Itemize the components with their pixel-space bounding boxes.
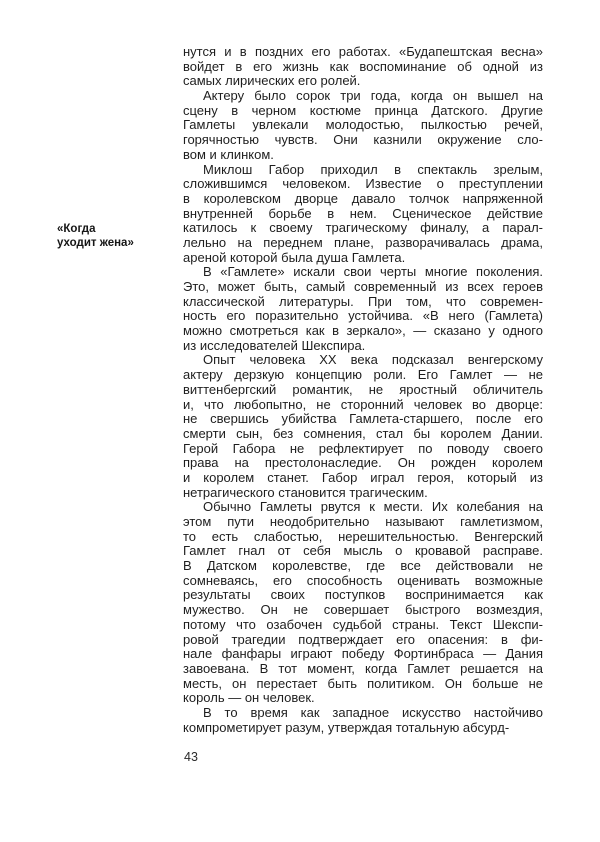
- text-line: классической литературы. При том, что современ-: [183, 293, 543, 309]
- text-line: вом и клинком.: [183, 146, 274, 162]
- text-line: виттенбергский романтик, не яростный обличитель: [183, 381, 543, 397]
- text-line: права на престолонаследие. Он рожден королем: [183, 455, 543, 471]
- paragraph: [183, 265, 543, 353]
- paragraph: [183, 500, 543, 706]
- margin-note: [57, 222, 177, 250]
- text-line: король — он человек.: [183, 690, 315, 706]
- text-line: Герой Габора не рефлектирует по поводу своего: [183, 440, 543, 456]
- text-line: лельно на переднем плане, разворачивалась драма,: [183, 234, 543, 250]
- paragraph: [183, 706, 543, 735]
- text-line: Гамлеты увлекали молодостью, пылкостью речей,: [183, 117, 543, 133]
- text-line: сложившимся человеком. Известие о преступлении: [183, 176, 543, 192]
- paragraph: [183, 163, 543, 266]
- text-line: актеру дерзкую концепцию роли. Его Гамлет — не: [183, 367, 543, 383]
- text-line: и, что любопытно, не сторонний человек во дворце:: [183, 396, 543, 412]
- page-number: 43: [184, 750, 198, 764]
- text-line: то есть слабостью, нерешительностью. Венгерский: [183, 528, 543, 544]
- text-line: сцену в черном костюме принца Датского. Другие: [183, 102, 543, 118]
- paragraph: [183, 353, 543, 500]
- text-line: В то время как западное искусство настойчиво: [203, 704, 543, 720]
- paragraph: [183, 89, 543, 162]
- text-line: потому что озабочен судьбой страны. Текст Шекспи-: [183, 616, 543, 632]
- text-line: Обычно Гамлеты рвутся к мести. Их колебания на: [203, 499, 543, 515]
- text-line: ровой трагедии подтверждает его опасения: в фи-: [183, 631, 543, 647]
- text-line: войдет в его жизнь как воспоминание об одной из: [183, 58, 543, 74]
- text-line: Гамлет гнал от себя мысль о кровавой расправе.: [183, 543, 543, 559]
- text-line: можно смотреться как в зеркало», — сказано у одного: [183, 323, 543, 339]
- text-line: Это, может быть, самый современный из всех героев: [183, 279, 543, 294]
- margin-note-line: «Когда: [57, 223, 96, 235]
- margin-note-line: уходит жена»: [57, 237, 134, 249]
- text-line: Опыт человека XX века подсказал венгерскому: [203, 352, 543, 368]
- text-line: мужество. Он не совершает быстрого возмездия,: [183, 602, 543, 618]
- text-line: нетрагического становится трагическим.: [183, 484, 428, 500]
- paragraph: [183, 45, 543, 89]
- text-line: Актеру было сорок три года, когда он вышел на: [203, 88, 543, 104]
- text-line: этом пути неодобрительно называют гамлетизмом,: [183, 514, 543, 529]
- text-line: В «Гамлете» искали свои черты многие поколения.: [203, 264, 543, 280]
- body-text-column: [183, 45, 543, 735]
- text-line: нале фанфары играют победу Фортинбраса — Дания: [183, 646, 543, 662]
- text-line: завоевана. В тот момент, когда Гамлет решается на: [183, 660, 543, 676]
- text-line: результаты своих поступков воспринимается как: [183, 587, 543, 603]
- text-line: катилось к своему трагическому финалу, а парал-: [183, 220, 543, 236]
- text-line: смерти сын, без сомнения, стал бы королем Дании.: [183, 425, 543, 441]
- text-line: нутся и в поздних его работах. «Будапештская весна»: [183, 44, 543, 59]
- text-line: ность его поразительно устойчива. «В него (Гамлета): [183, 308, 543, 324]
- text-line: месть, он перестает быть политиком. Он больше не: [183, 675, 543, 691]
- text-line: компрометирует разум, утверждая тотальную абсурд-: [183, 719, 510, 735]
- text-line: В Датском королевстве, где все действовали не: [183, 558, 543, 574]
- text-line: горячностью чувств. Они казнили окружение сло-: [183, 132, 543, 148]
- text-line: самых лирических его ролей.: [183, 73, 361, 89]
- text-line: внутренней борьбе в нем. Сценическое действие: [183, 205, 543, 221]
- text-line: и королем станет. Габор играл героя, который из: [183, 469, 543, 485]
- text-line: ареной которой была душа Гамлета.: [183, 249, 406, 265]
- text-line: сомневаясь, его способность оценивать возможные: [183, 572, 543, 588]
- text-line: не свершись убийства Гамлета-старшего, после его: [183, 411, 543, 427]
- text-line: Миклош Габор приходил в спектакль зрелым,: [203, 161, 543, 177]
- text-line: в королевском дворце давало толчок напряженной: [183, 190, 543, 206]
- text-line: из исследователей Шекспира.: [183, 337, 366, 353]
